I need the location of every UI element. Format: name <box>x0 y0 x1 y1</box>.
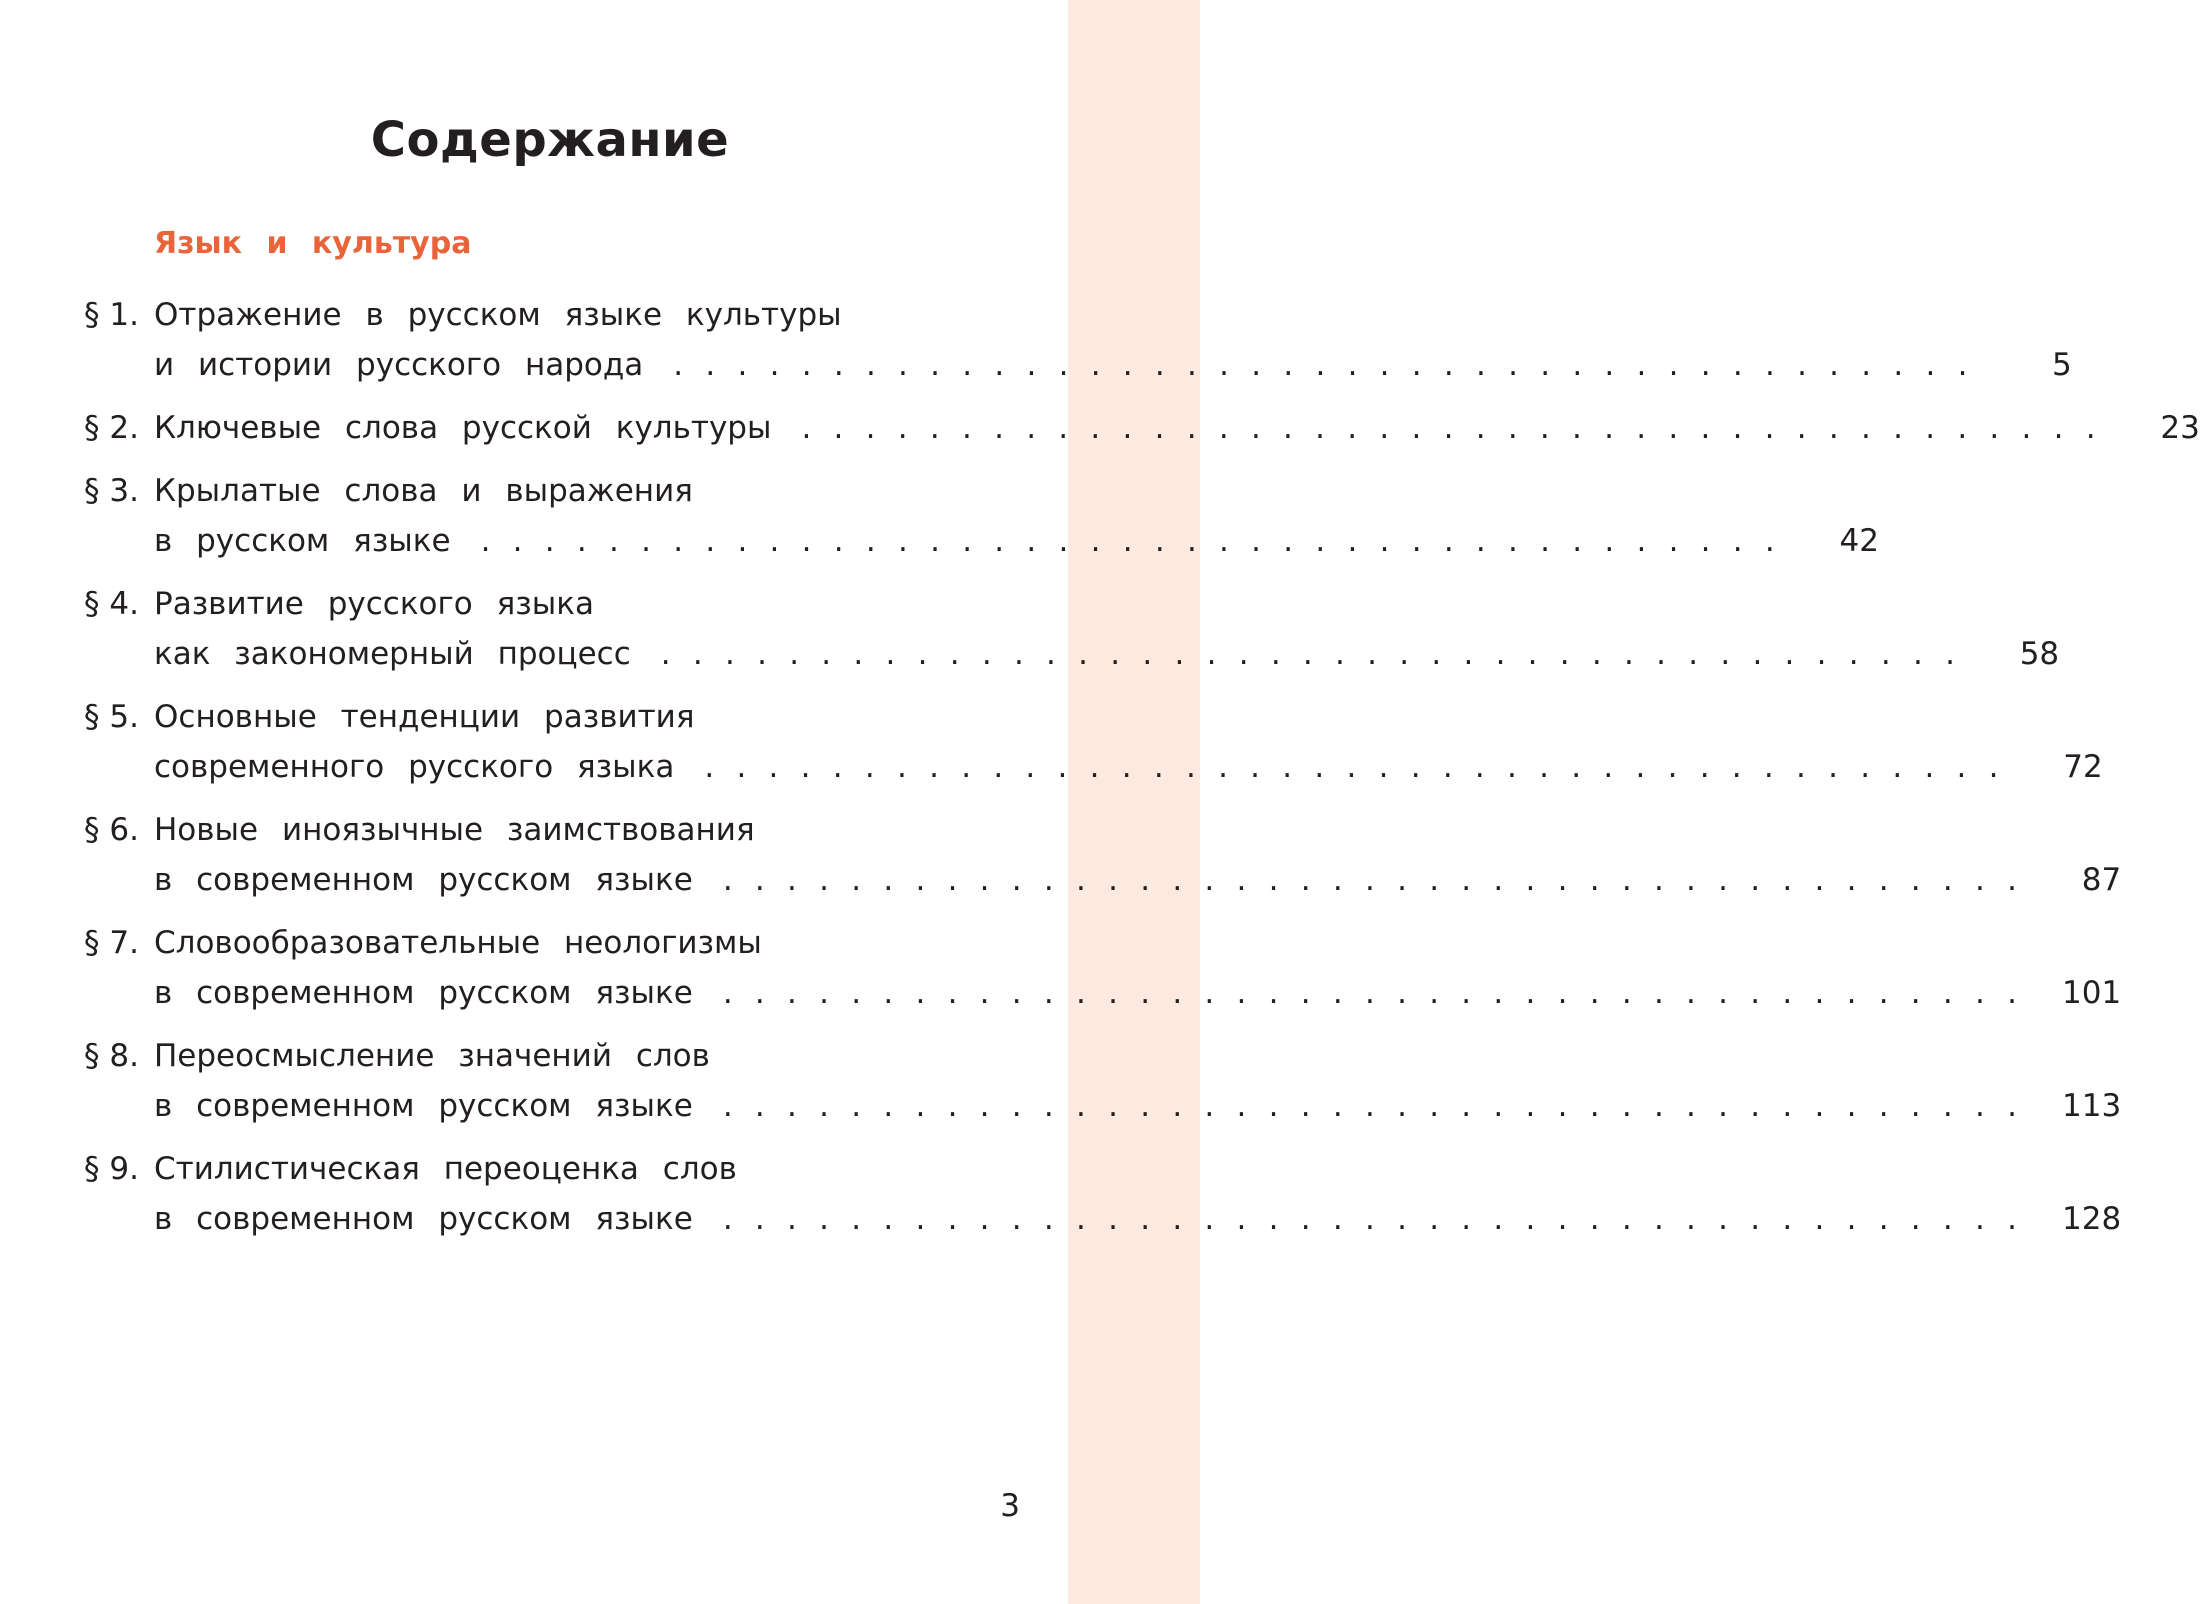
toc-page-number: 128 <box>2062 1201 2122 1237</box>
toc-entry-title: Стилистическая переоценка слов <box>154 1151 737 1187</box>
toc-line <box>84 1081 2122 1131</box>
toc-entry-title: Развитие русского языка <box>154 586 594 622</box>
toc-line <box>84 742 2103 792</box>
toc-entry[interactable] <box>84 290 2072 390</box>
toc-entry-number: § 2. <box>84 410 139 446</box>
toc-page-number: 58 <box>2019 636 2060 672</box>
toc-line <box>84 629 2060 679</box>
toc-entry-title: в современном русском языке <box>154 1201 693 1237</box>
toc-page-number: 23 <box>2160 410 2200 446</box>
toc-entry-title: в современном русском языке <box>154 975 693 1011</box>
dot-leader: . . . . . . . . . . . . . . . . . . . . . . . . . . . . . . . . . . . . . . . . . <box>722 862 2024 898</box>
dot-leader: . . . . . . . . . . . . . . . . . . . . . . . . . . . . . . . . . . . . . . . . . <box>722 975 2024 1011</box>
toc-entry-title: и истории русского народа <box>154 347 644 383</box>
toc-page-number: 72 <box>2063 749 2103 785</box>
dot-leader: . . . . . . . . . . . . . . . . . . . . . . . . . . . . . . . . . . . . . . . . . <box>801 410 2102 446</box>
toc-entry[interactable] <box>84 692 2103 792</box>
toc-page-number: 87 <box>2081 862 2122 898</box>
dot-leader: . . . . . . . . . . . . . . . . . . . . . . . . . . . . . . . . . . . . . . . . . <box>480 523 1781 559</box>
toc-entry-title: Крылатые слова и выражения <box>154 473 693 509</box>
toc-line <box>84 692 1018 742</box>
page-margin-strip <box>1068 0 1200 1604</box>
dot-leader: . . . . . . . . . . . . . . . . . . . . . . . . . . . . . . . . . . . . . . . . . <box>722 1201 2024 1237</box>
toc-entry[interactable] <box>84 403 2200 453</box>
toc-entry-number: § 1. <box>84 297 139 333</box>
toc-line <box>84 516 1879 566</box>
toc-entry-title: современного русского языка <box>154 749 675 785</box>
toc-entry-title: Новые иноязычные заимствования <box>154 812 755 848</box>
toc-page-number: 101 <box>2062 975 2122 1011</box>
toc-line <box>84 579 1018 629</box>
toc-entry-title: Отражение в русском языке культуры <box>154 297 842 333</box>
toc-line <box>84 1031 1018 1081</box>
toc-line <box>84 290 1018 340</box>
dot-leader: . . . . . . . . . . . . . . . . . . . . . . . . . . . . . . . . . . . . . . . . . <box>660 636 1962 672</box>
toc-page-number: 113 <box>2062 1088 2122 1124</box>
toc-line <box>84 340 2072 390</box>
table-of-contents <box>84 290 2200 1257</box>
toc-entry[interactable] <box>84 918 2122 1018</box>
page-number: 3 <box>1000 1488 1020 1524</box>
toc-entry-number: § 3. <box>84 473 139 509</box>
dot-leader: . . . . . . . . . . . . . . . . . . . . . . . . . . . . . . . . . . . . . . . . . <box>673 347 1974 383</box>
toc-entry-number: § 8. <box>84 1038 139 1074</box>
toc-line <box>84 855 2122 905</box>
toc-entry[interactable] <box>84 1031 2122 1131</box>
toc-entry-title: Словообразовательные неологизмы <box>154 925 762 961</box>
toc-entry[interactable] <box>84 579 2060 679</box>
toc-line <box>84 968 2122 1018</box>
toc-entry-title: в современном русском языке <box>154 862 693 898</box>
toc-entry[interactable] <box>84 805 2122 905</box>
toc-line <box>84 918 1018 968</box>
toc-entry-number: § 6. <box>84 812 139 848</box>
toc-line <box>84 1194 2122 1244</box>
toc-page-number: 42 <box>1839 523 1879 559</box>
toc-entry-number: § 4. <box>84 586 139 622</box>
toc-entry-title: как закономерный процесс <box>154 636 631 672</box>
toc-entry-title: в современном русском языке <box>154 1088 693 1124</box>
toc-entry-number: § 5. <box>84 699 139 735</box>
toc-entry-number: § 7. <box>84 925 139 961</box>
toc-line <box>84 1144 1018 1194</box>
toc-entry[interactable] <box>84 1144 2122 1244</box>
toc-entry-title: Переосмысление значений слов <box>154 1038 710 1074</box>
toc-entry[interactable] <box>84 466 1879 566</box>
toc-page-number: 5 <box>2051 347 2072 383</box>
toc-entry-title: Ключевые слова русской культуры <box>154 410 772 446</box>
toc-line <box>84 805 1018 855</box>
toc-entry-title: в русском языке <box>154 523 451 559</box>
toc-line <box>84 466 1018 516</box>
toc-entry-number: § 9. <box>84 1151 139 1187</box>
toc-line <box>84 403 2200 453</box>
dot-leader: . . . . . . . . . . . . . . . . . . . . . . . . . . . . . . . . . . . . . . . . . <box>722 1088 2024 1124</box>
dot-leader: . . . . . . . . . . . . . . . . . . . . . . . . . . . . . . . . . . . . . . . . . <box>704 749 2005 785</box>
section-title: Язык и культура <box>154 226 472 261</box>
toc-entry-title: Основные тенденции развития <box>154 699 695 735</box>
page-title: Содержание <box>370 112 730 168</box>
